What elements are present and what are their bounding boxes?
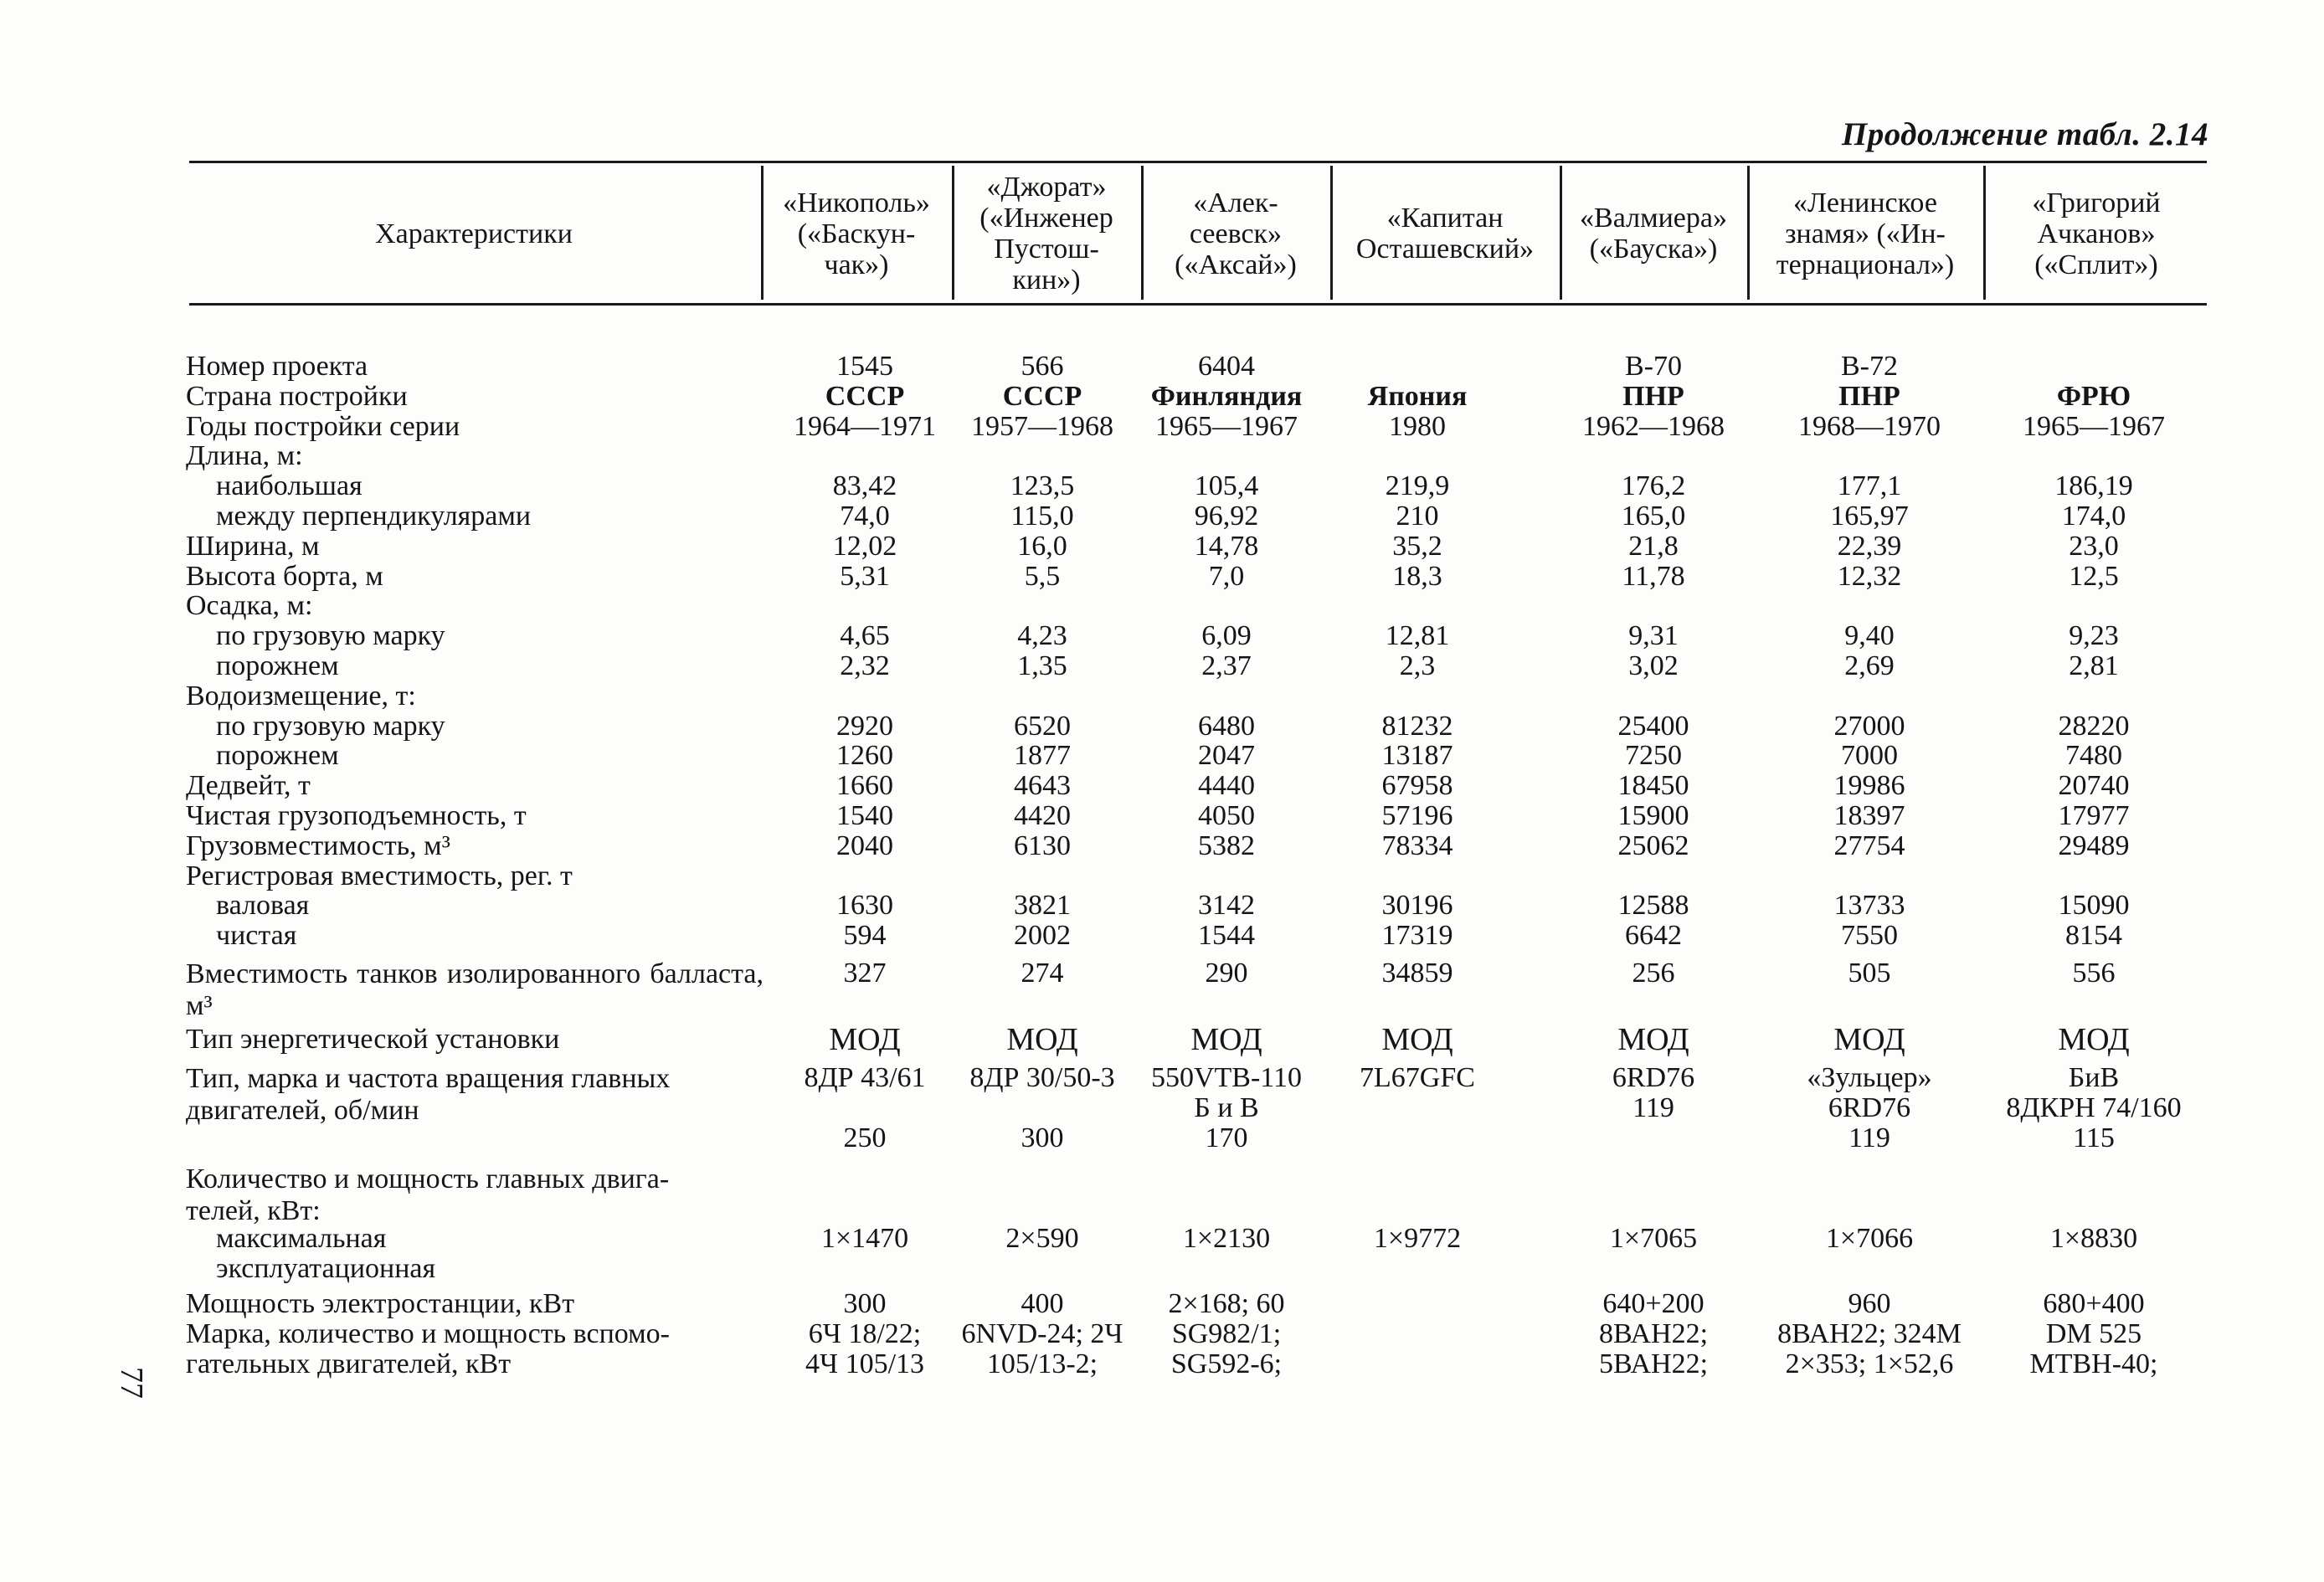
cell: 6480 xyxy=(1198,710,1255,742)
cell: 12588 xyxy=(1617,890,1689,922)
row-label: между перпендикулярами xyxy=(216,501,532,532)
cell: 1×2130 xyxy=(1182,1223,1271,1254)
cell: 115,0 xyxy=(1010,501,1074,532)
row-label: Мощность электростанции, кВт xyxy=(186,1288,575,1319)
header-divider xyxy=(1560,166,1562,300)
cell: 21,8 xyxy=(1628,530,1679,562)
cell: 186,19 xyxy=(2054,470,2133,502)
cell: 29489 xyxy=(2058,830,2130,861)
header-divider xyxy=(761,166,764,300)
cell: 105/13-2; xyxy=(986,1348,1098,1379)
cell: 83,42 xyxy=(832,470,897,502)
cell: 640+200 xyxy=(1602,1288,1704,1319)
cell: 6RD76 xyxy=(1828,1092,1911,1123)
cell: 57196 xyxy=(1381,800,1453,831)
cell: 1957—1968 xyxy=(971,410,1113,442)
cell: 115 xyxy=(2073,1122,2115,1153)
cell: 17319 xyxy=(1381,920,1453,952)
cell: 6RD76 xyxy=(1612,1062,1695,1093)
header-divider xyxy=(1747,166,1750,300)
cell: 680+400 xyxy=(2043,1288,2145,1319)
cell: 2,69 xyxy=(1844,650,1895,681)
header-col-5: «Валмиера» («Бауска») xyxy=(1580,203,1727,265)
cell: 219,9 xyxy=(1385,470,1450,502)
row-label: Дедвейт, т xyxy=(186,770,311,802)
cell: 6404 xyxy=(1198,351,1255,382)
cell: 18397 xyxy=(1833,800,1905,831)
cell: ФРЮ xyxy=(2056,380,2131,412)
header-divider xyxy=(952,166,954,300)
cell: 290 xyxy=(1205,958,1248,989)
cell: 34859 xyxy=(1381,958,1453,989)
header-characteristics: Характеристики xyxy=(375,218,573,249)
cell: 8154 xyxy=(2065,920,2122,952)
row-label: Высота борта, м xyxy=(186,560,383,592)
cell: В-72 xyxy=(1841,351,1898,382)
cell: 6130 xyxy=(1014,830,1071,861)
cell: БиВ xyxy=(2068,1062,2120,1093)
cell: 13187 xyxy=(1381,740,1453,772)
cell: 12,32 xyxy=(1837,560,1902,592)
cell: 119 xyxy=(1632,1092,1674,1123)
row-label: Годы постройки серии xyxy=(186,410,460,442)
cell: 27000 xyxy=(1833,710,1905,742)
cell: 30196 xyxy=(1381,890,1453,922)
cell: 12,5 xyxy=(2069,560,2119,592)
cell: 210 xyxy=(1396,501,1439,532)
row-label: Количество и мощность главных двига- телей, кВт: xyxy=(186,1163,670,1226)
cell: 1260 xyxy=(836,740,893,772)
cell: ПНР xyxy=(1838,380,1900,412)
cell: 123,5 xyxy=(1010,470,1075,502)
cell: 170 xyxy=(1205,1122,1248,1153)
cell: 78334 xyxy=(1381,830,1453,861)
cell: SG982/1; xyxy=(1171,1318,1282,1349)
cell: 4440 xyxy=(1198,770,1255,802)
cell: 3821 xyxy=(1014,890,1071,922)
cell: 6Ч 18/22; xyxy=(808,1318,922,1349)
cell: SG592-6; xyxy=(1170,1348,1283,1379)
cell: 7480 xyxy=(2065,740,2122,772)
cell: 9,40 xyxy=(1844,620,1895,652)
cell: 1877 xyxy=(1014,740,1071,772)
cell: 4420 xyxy=(1014,800,1071,831)
cell: 2,3 xyxy=(1399,650,1436,681)
cell: МОД xyxy=(2058,1022,2130,1057)
cell: МОД xyxy=(1617,1022,1689,1057)
cell: 165,97 xyxy=(1830,501,1909,532)
row-label: порожнем xyxy=(216,740,339,772)
cell: 15900 xyxy=(1617,800,1689,831)
cell: 1965—1967 xyxy=(2023,410,2165,442)
cell: 25062 xyxy=(1617,830,1689,861)
row-label: валовая xyxy=(216,890,310,922)
cell: 8ВАН22; 324М xyxy=(1777,1318,1962,1349)
cell: 1×7065 xyxy=(1609,1223,1698,1254)
cell: 177,1 xyxy=(1837,470,1902,502)
cell: СССР xyxy=(1002,380,1082,412)
cell: 250 xyxy=(843,1122,887,1153)
row-label: Вместимость танков изолированного балласта, м³ xyxy=(186,958,764,1021)
row-label: эксплуатационная xyxy=(216,1253,436,1284)
cell: 18450 xyxy=(1617,770,1689,802)
row-label: Осадка, м: xyxy=(186,590,313,622)
cell: 4050 xyxy=(1198,800,1255,831)
cell: 22,39 xyxy=(1837,530,1902,562)
cell: 74,0 xyxy=(840,501,890,532)
cell: Финляндия xyxy=(1150,380,1303,412)
cell: 8ДР 30/50-3 xyxy=(969,1062,1115,1093)
cell: 9,31 xyxy=(1628,620,1679,652)
cell: 256 xyxy=(1632,958,1675,989)
cell: 2002 xyxy=(1014,920,1071,952)
cell: 18,3 xyxy=(1392,560,1442,592)
header-divider xyxy=(1983,166,1986,300)
row-label: по грузовую марку xyxy=(216,620,445,652)
cell: 17977 xyxy=(2058,800,2130,831)
cell: 2047 xyxy=(1198,740,1255,772)
cell: 6520 xyxy=(1014,710,1071,742)
cell: 4Ч 105/13 xyxy=(805,1348,925,1379)
cell: 1540 xyxy=(836,800,893,831)
cell: «Зульцер» xyxy=(1807,1062,1932,1093)
header-divider xyxy=(1330,166,1333,300)
cell: 12,02 xyxy=(832,530,897,562)
header-col-7: «Григорий Ачканов» («Сплит») xyxy=(2032,187,2161,280)
cell: Б и В xyxy=(1194,1092,1259,1123)
cell: 1,35 xyxy=(1017,650,1067,681)
cell: 16,0 xyxy=(1017,530,1067,562)
cell: 25400 xyxy=(1617,710,1689,742)
cell: 119 xyxy=(1848,1122,1890,1153)
header-divider xyxy=(1141,166,1144,300)
cell: 1964—1971 xyxy=(794,410,936,442)
cell: МОД xyxy=(1833,1022,1905,1057)
cell: 1545 xyxy=(836,351,893,382)
cell: 5382 xyxy=(1198,830,1255,861)
cell: 1980 xyxy=(1389,410,1446,442)
cell: 8ВАН22; xyxy=(1598,1318,1709,1349)
cell: МОД xyxy=(829,1022,901,1057)
cell: 8ДР 43/61 xyxy=(804,1062,926,1093)
cell: 7550 xyxy=(1841,920,1898,952)
cell: 1630 xyxy=(836,890,893,922)
cell: 28220 xyxy=(2058,710,2130,742)
cell: 11,78 xyxy=(1622,560,1685,592)
row-label: наибольшая xyxy=(216,470,362,502)
cell: 4643 xyxy=(1014,770,1071,802)
cell: DM 525 xyxy=(2045,1318,2142,1349)
cell: 300 xyxy=(1021,1122,1064,1153)
cell: 400 xyxy=(1021,1288,1064,1319)
row-label: порожнем xyxy=(216,650,339,681)
table-caption: Продолжение табл. 2.14 xyxy=(1841,116,2208,152)
cell: 2040 xyxy=(836,830,893,861)
cell: 14,78 xyxy=(1194,530,1259,562)
cell: 1965—1967 xyxy=(1155,410,1298,442)
cell: 274 xyxy=(1021,958,1064,989)
row-label: Марка, количество и мощность вспомо- гательных двигателей, кВт xyxy=(186,1318,670,1379)
cell: МОД xyxy=(1006,1022,1078,1057)
cell: СССР xyxy=(825,380,905,412)
cell: 13733 xyxy=(1833,890,1905,922)
cell: 1544 xyxy=(1198,920,1255,952)
cell: 1962—1968 xyxy=(1582,410,1725,442)
cell: 1×1470 xyxy=(820,1223,909,1254)
cell: Япония xyxy=(1367,380,1468,412)
cell: 174,0 xyxy=(2061,501,2126,532)
cell: 2×168; 60 xyxy=(1168,1288,1285,1319)
cell: 19986 xyxy=(1833,770,1905,802)
cell: 1968—1970 xyxy=(1798,410,1941,442)
row-label: Страна постройки xyxy=(186,380,408,412)
row-label: Чистая грузоподъемность, т xyxy=(186,800,527,831)
cell: 6642 xyxy=(1625,920,1682,952)
cell: 7,0 xyxy=(1208,560,1245,592)
cell: 960 xyxy=(1848,1288,1891,1319)
cell: 556 xyxy=(2072,958,2116,989)
page-number: 77 xyxy=(114,1367,149,1399)
cell: 5,5 xyxy=(1024,560,1061,592)
cell: 566 xyxy=(1021,351,1064,382)
cell: В-70 xyxy=(1625,351,1682,382)
cell: 27754 xyxy=(1833,830,1905,861)
cell: 550VTB-110 xyxy=(1150,1062,1303,1093)
cell: 5,31 xyxy=(840,560,890,592)
cell: 15090 xyxy=(2058,890,2130,922)
cell: 5ВАН22; xyxy=(1598,1348,1709,1379)
row-label: максимальная xyxy=(216,1223,387,1254)
header-rule xyxy=(189,303,2207,306)
cell: 1660 xyxy=(836,770,893,802)
cell: 7000 xyxy=(1841,740,1898,772)
cell: 2×590 xyxy=(1005,1223,1079,1254)
cell: 12,81 xyxy=(1385,620,1450,652)
cell: 4,65 xyxy=(840,620,890,652)
top-rule xyxy=(189,161,2207,163)
cell: ПНР xyxy=(1622,380,1684,412)
cell: 105,4 xyxy=(1194,470,1259,502)
cell: 7L67GFC xyxy=(1360,1062,1475,1093)
cell: 2,37 xyxy=(1201,650,1252,681)
row-label: Грузовместимость, м³ xyxy=(186,830,450,861)
header-col-1: «Никополь» («Баскун- чак») xyxy=(783,187,930,280)
row-label: Водоизмещение, т: xyxy=(186,680,416,711)
cell: 35,2 xyxy=(1392,530,1442,562)
row-label: Длина, м: xyxy=(186,440,303,472)
cell: 96,92 xyxy=(1194,501,1259,532)
cell: 165,0 xyxy=(1621,501,1686,532)
row-label: по грузовую марку xyxy=(216,710,445,742)
row-label: Тип энергетической установки xyxy=(186,1024,560,1055)
cell: 2×353; 1×52,6 xyxy=(1785,1348,1954,1379)
cell: 1×7066 xyxy=(1825,1223,1914,1254)
cell: 8ДКРН 74/160 xyxy=(2006,1092,2182,1123)
cell: 2920 xyxy=(836,710,893,742)
header-col-3: «Алек- сеевск» («Аксай») xyxy=(1175,187,1297,280)
header-col-4: «Капитан Осташевский» xyxy=(1355,203,1535,265)
cell: MTBH-40; xyxy=(2029,1348,2158,1379)
row-label: чистая xyxy=(216,920,297,952)
cell: 23,0 xyxy=(2069,530,2119,562)
row-label: Регистровая вместимость, рег. т xyxy=(186,860,573,891)
cell: 20740 xyxy=(2058,770,2130,802)
cell: 176,2 xyxy=(1621,470,1686,502)
cell: 1×9772 xyxy=(1373,1223,1462,1254)
cell: 594 xyxy=(843,920,887,952)
cell: МОД xyxy=(1381,1022,1453,1057)
cell: 4,23 xyxy=(1017,620,1067,652)
cell: 67958 xyxy=(1381,770,1453,802)
cell: МОД xyxy=(1190,1022,1262,1057)
cell: 3,02 xyxy=(1628,650,1679,681)
cell: 6,09 xyxy=(1201,620,1252,652)
header-col-2: «Джорат» («Инженер Пустош- кин») xyxy=(979,172,1113,295)
cell: 9,23 xyxy=(2069,620,2119,652)
cell: 505 xyxy=(1848,958,1891,989)
cell: 300 xyxy=(843,1288,887,1319)
cell: 2,32 xyxy=(840,650,890,681)
row-label: Тип, марка и частота вращения главных двигателей, об/мин xyxy=(186,1063,671,1126)
cell: 6NVD-24; 2Ч xyxy=(961,1318,1123,1349)
cell: 327 xyxy=(843,958,887,989)
header-col-6: «Ленинское знамя» («Ин- тернационал») xyxy=(1776,187,1955,280)
cell: 81232 xyxy=(1381,710,1453,742)
cell: 2,81 xyxy=(2069,650,2119,681)
cell: 1×8830 xyxy=(2049,1223,2138,1254)
cell: 7250 xyxy=(1625,740,1682,772)
row-label: Номер проекта xyxy=(186,351,368,382)
cell: 3142 xyxy=(1198,890,1255,922)
row-label: Ширина, м xyxy=(186,530,320,562)
